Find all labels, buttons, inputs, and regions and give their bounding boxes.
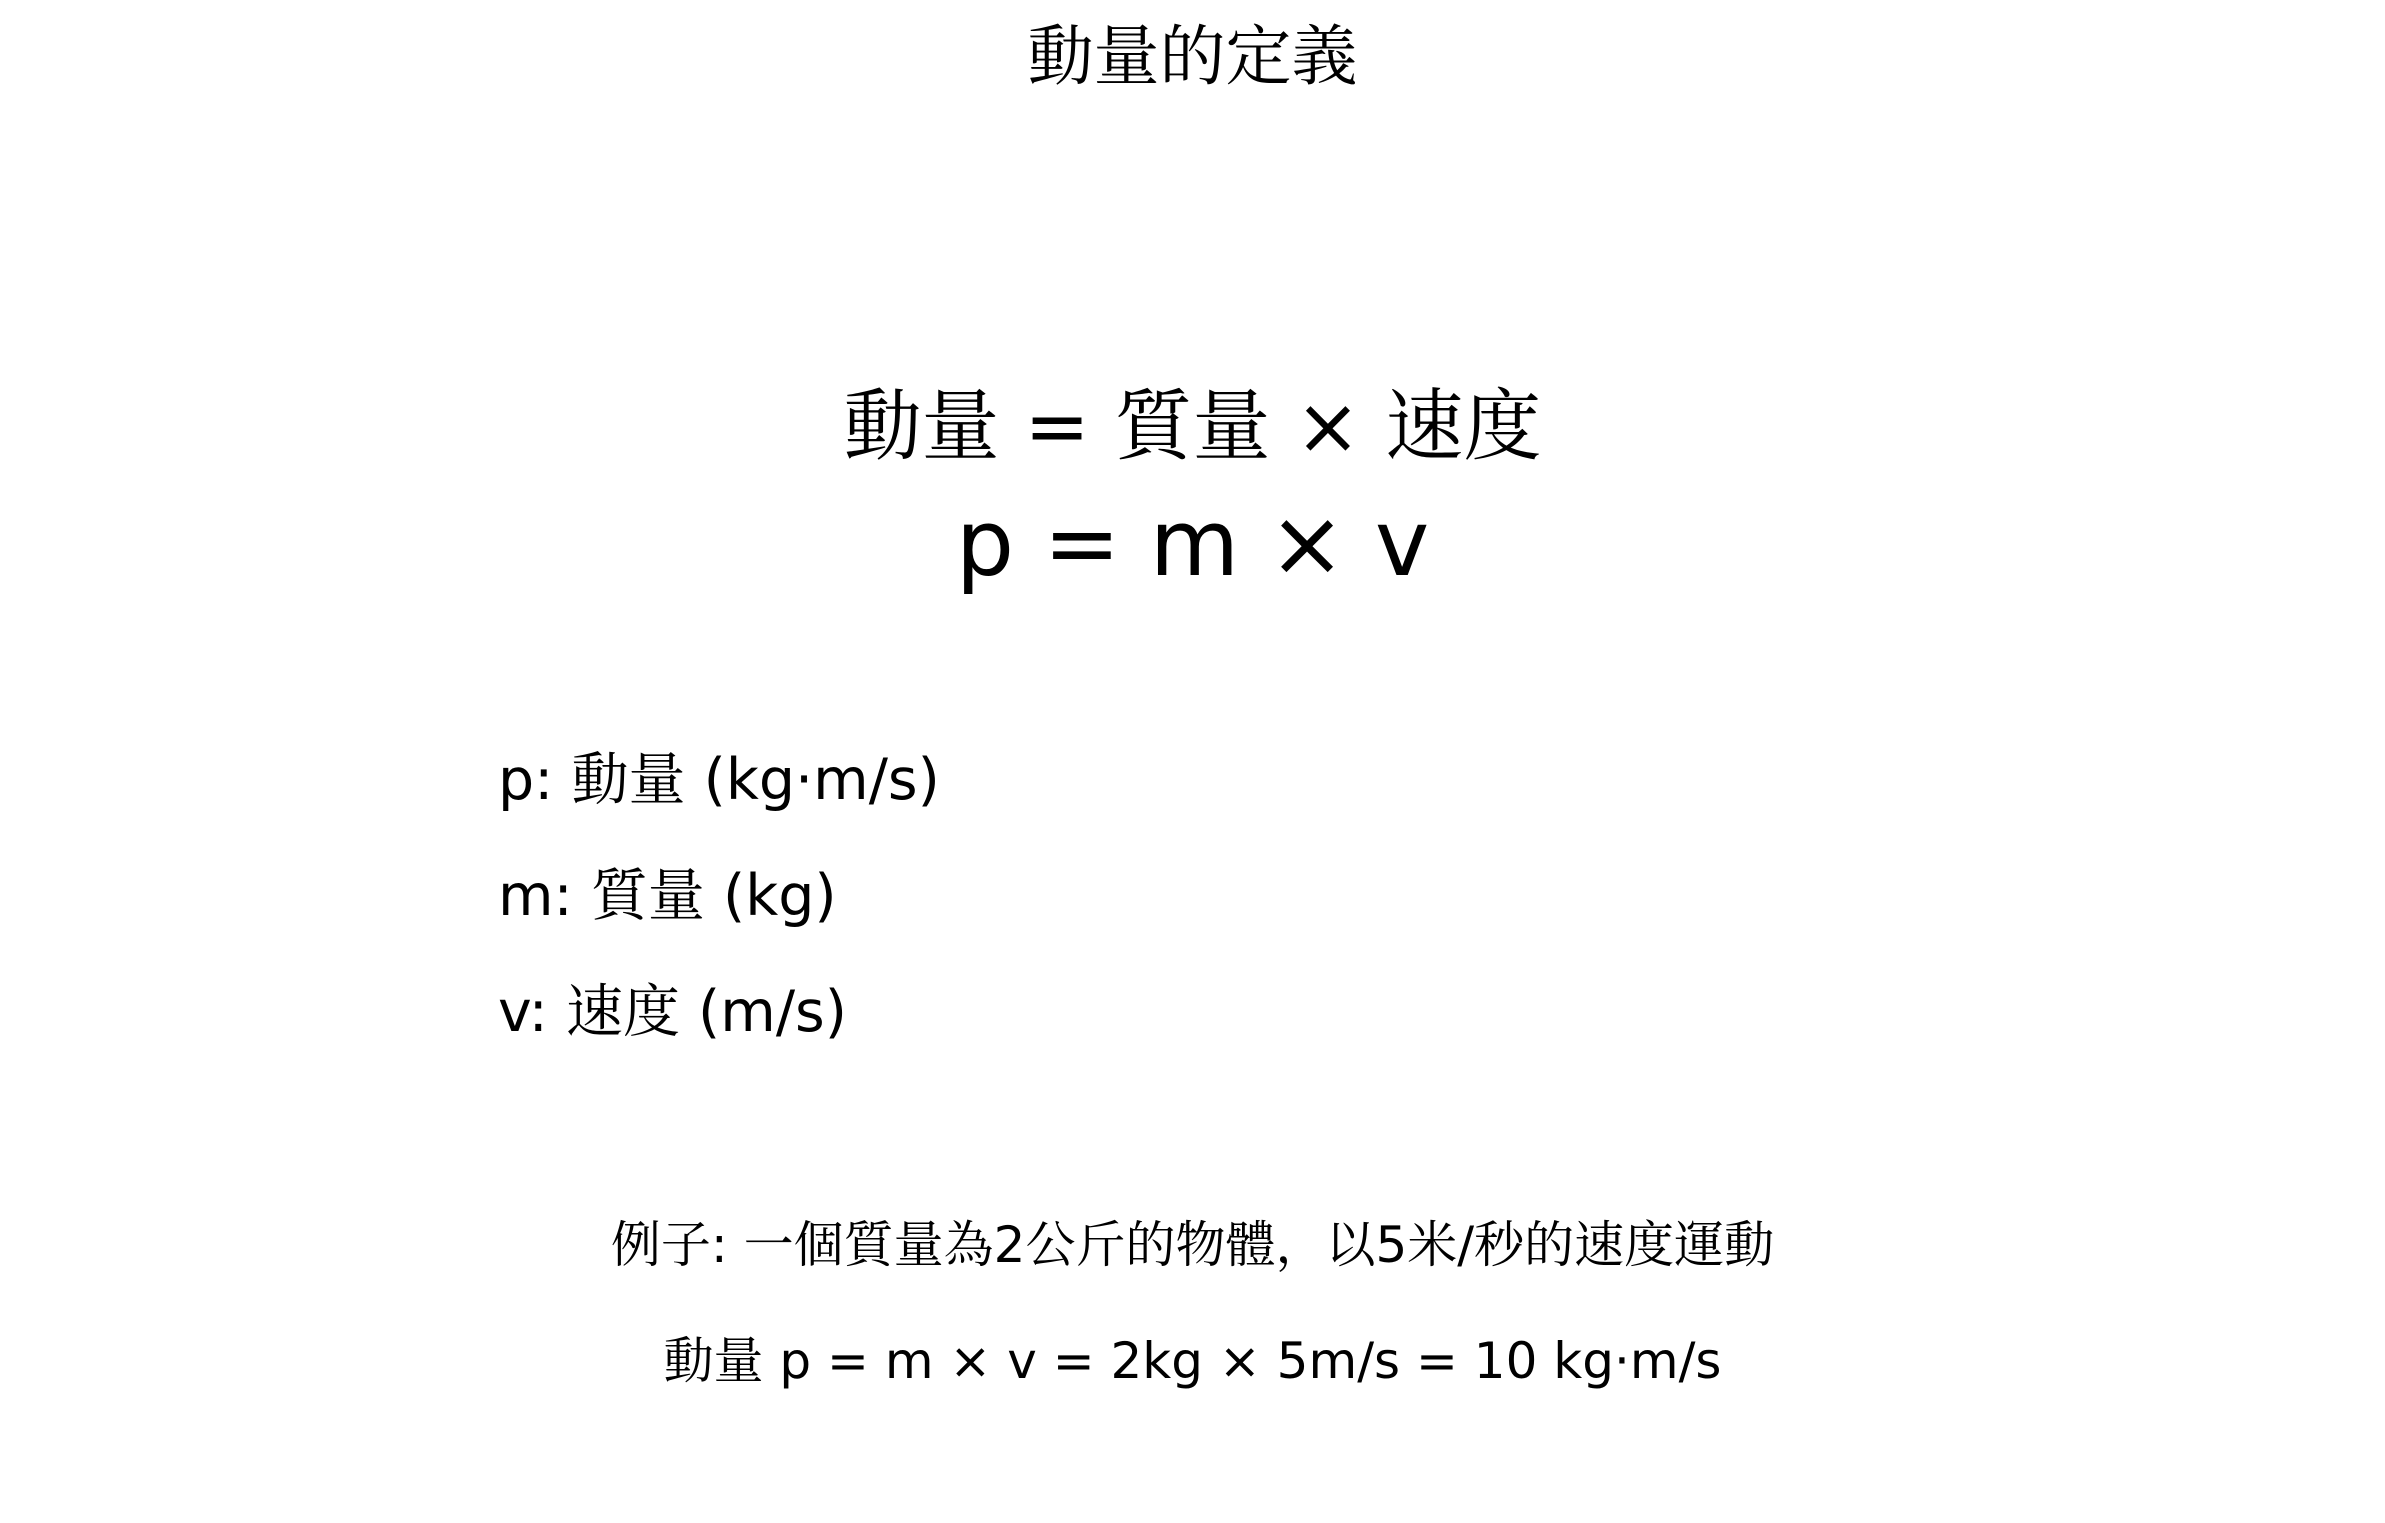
- formula-in-symbols: p = m × v: [955, 490, 1430, 597]
- definition-p: p: 動量 (kg·m/s): [498, 747, 940, 813]
- example-description: 例子: 一個質量為2公斤的物體，以5米/秒的速度運動: [610, 1216, 1775, 1274]
- definition-v: v: 速度 (m/s): [498, 979, 847, 1045]
- example-calculation: 動量 p = m × v = 2kg × 5m/s = 10 kg·m/s: [663, 1332, 1722, 1390]
- formula-in-words: 動量 = 質量 × 速度: [843, 382, 1542, 472]
- page-title: 動量的定義: [1027, 18, 1358, 95]
- definition-m: m: 質量 (kg): [498, 863, 837, 929]
